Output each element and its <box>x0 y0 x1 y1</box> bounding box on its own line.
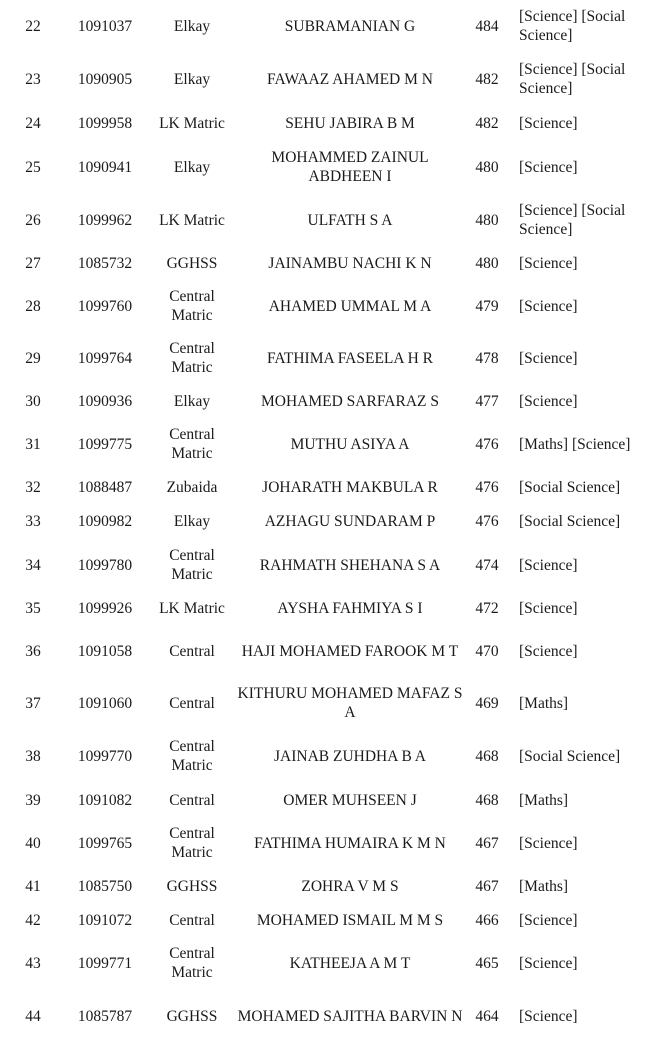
row-number: 33 <box>25 513 41 530</box>
centum-subjects: [Science] [Social Science] <box>519 202 626 238</box>
total-marks: 464 <box>475 1007 499 1025</box>
school-name: Central <box>169 694 215 712</box>
table-row <box>0 539 650 591</box>
school-name: GGHSS <box>166 877 218 895</box>
register-number: 1091037 <box>77 17 133 35</box>
centum-subjects: [Science] <box>519 392 578 410</box>
school-name: Central Matric <box>169 945 215 981</box>
table-row <box>0 903 650 937</box>
school-name: Zubaida <box>166 478 218 496</box>
total-marks: 470 <box>475 642 499 660</box>
row-number: 37 <box>25 694 41 712</box>
register-number: 1099764 <box>77 349 133 367</box>
row-number: 31 <box>25 435 41 453</box>
school-name: GGHSS <box>166 254 218 272</box>
register-number: 1099775 <box>77 435 133 453</box>
centum-subjects: [Science] [Social Science] <box>519 8 626 44</box>
student-name: MOHAMMED ZAINUL ABDHEEN I <box>271 149 429 185</box>
student-name: KATHEEJA A M T <box>289 954 411 972</box>
table-row <box>0 783 650 817</box>
total-marks: 468 <box>475 791 499 809</box>
centum-subjects: [Science] <box>519 954 578 972</box>
school-name: Central Matric <box>169 288 215 324</box>
row-number: 34 <box>25 556 41 574</box>
student-name: JOHARATH MAKBULA R <box>262 478 438 496</box>
register-number: 1099780 <box>77 556 133 574</box>
total-marks: 482 <box>475 114 499 132</box>
register-number: 1091060 <box>77 694 133 712</box>
table-row <box>0 384 650 418</box>
total-marks: 477 <box>475 392 499 410</box>
register-number: 1099926 <box>77 599 133 617</box>
row-number: 42 <box>25 911 41 929</box>
student-name: ZOHRA V M S <box>301 877 399 895</box>
centum-subjects: [Science] <box>519 114 578 132</box>
total-marks: 465 <box>475 954 499 972</box>
register-number: 1091058 <box>77 642 133 660</box>
row-number: 36 <box>25 642 41 660</box>
register-number: 1091082 <box>77 791 133 809</box>
table-row <box>0 937 650 989</box>
row-number: 24 <box>25 114 41 132</box>
row-number: 23 <box>25 70 41 88</box>
row-number: 35 <box>25 599 41 617</box>
student-name: AHAMED UMMAL M A <box>268 297 432 315</box>
row-number: 38 <box>25 747 41 765</box>
school-name: Elkay <box>173 70 211 88</box>
row-number: 26 <box>25 211 41 229</box>
school-name: Central <box>169 911 215 929</box>
school-name: Elkay <box>173 392 211 410</box>
centum-subjects: [Science] <box>519 599 578 617</box>
school-name: Elkay <box>173 513 211 530</box>
student-name: OMER MUHSEEN J <box>283 791 417 809</box>
table-row <box>0 332 650 384</box>
student-name: AYSHA FAHMIYA S I <box>277 599 423 617</box>
total-marks: 478 <box>475 349 499 367</box>
table-row <box>0 989 650 1043</box>
student-name: RAHMATH SHEHANA S A <box>259 556 441 574</box>
centum-subjects: [Science] <box>519 642 578 660</box>
table-row <box>0 280 650 332</box>
table-row <box>0 869 650 903</box>
total-marks: 480 <box>475 254 499 272</box>
school-name: Central Matric <box>169 825 215 861</box>
table-row <box>0 677 650 729</box>
register-number: 1085787 <box>77 1007 133 1025</box>
total-marks: 476 <box>475 478 499 496</box>
student-name: KITHURU MOHAMED MAFAZ S A <box>237 685 463 721</box>
table-row <box>0 470 650 504</box>
student-name: JAINAMBU NACHI K N <box>268 254 432 272</box>
centum-subjects: [Science] <box>519 1007 578 1025</box>
register-number: 1085750 <box>77 877 133 895</box>
row-number: 39 <box>25 791 41 809</box>
total-marks: 480 <box>475 158 499 176</box>
register-number: 1099771 <box>77 954 133 972</box>
school-name: Central Matric <box>169 738 215 774</box>
register-number: 1088487 <box>77 478 133 496</box>
register-number: 1090941 <box>77 158 133 176</box>
table-row <box>0 817 650 869</box>
student-name: HAJI MOHAMED FAROOK M T <box>241 642 459 660</box>
register-number: 1085732 <box>77 254 133 272</box>
student-name: SEHU JABIRA B M <box>285 114 415 132</box>
total-marks: 476 <box>475 435 499 453</box>
centum-subjects: [Maths] <box>519 877 569 895</box>
school-name: Central Matric <box>169 547 215 583</box>
school-name: Central Matric <box>169 340 215 376</box>
total-marks: 469 <box>475 694 499 712</box>
school-name: LK Matric <box>159 211 225 229</box>
total-marks: 468 <box>475 747 499 765</box>
centum-subjects: [Science] <box>519 911 578 929</box>
total-marks: 484 <box>475 17 499 35</box>
centum-subjects: [Maths] <box>519 791 569 809</box>
total-marks: 472 <box>475 599 499 617</box>
table-row <box>0 0 650 52</box>
table-row <box>0 504 650 539</box>
centum-subjects: [Science] [Social Science] <box>519 61 626 97</box>
student-name: MOHAMED ISMAIL M M S <box>256 911 444 929</box>
register-number: 1090905 <box>77 70 133 88</box>
table-row <box>0 246 650 280</box>
centum-subjects: [Science] <box>519 297 578 315</box>
centum-subjects: [Maths] <box>519 694 569 712</box>
row-number: 28 <box>25 297 41 315</box>
register-number: 1099770 <box>77 747 133 765</box>
register-number: 1099962 <box>77 211 133 229</box>
school-name: Elkay <box>173 17 211 35</box>
table-row <box>0 729 650 783</box>
table-row <box>0 106 650 140</box>
row-number: 44 <box>25 1007 41 1025</box>
total-marks: 467 <box>475 877 499 895</box>
centum-subjects: [Science] <box>519 349 578 367</box>
table-row <box>0 194 650 246</box>
register-number: 1099760 <box>77 297 133 315</box>
row-number: 25 <box>25 158 41 176</box>
total-marks: 479 <box>475 297 499 315</box>
student-name: FAWAAZ AHAMED M N <box>267 70 433 88</box>
student-name: FATHIMA FASEELA H R <box>266 349 434 367</box>
table-row <box>0 52 650 106</box>
table-row <box>0 140 650 194</box>
centum-subjects: [Science] <box>519 834 578 852</box>
centum-subjects: [Science] <box>519 556 578 574</box>
total-marks: 467 <box>475 834 499 852</box>
row-number: 29 <box>25 349 41 367</box>
student-name: JAINAB ZUHDHA B A <box>274 747 426 765</box>
centum-subjects: [Science] <box>519 254 578 272</box>
register-number: 1099958 <box>77 114 133 132</box>
student-name: AZHAGU SUNDARAM P <box>264 513 436 530</box>
row-number: 41 <box>25 877 41 895</box>
register-number: 1090982 <box>77 513 133 530</box>
school-name: GGHSS <box>166 1007 218 1025</box>
register-number: 1099765 <box>77 834 133 852</box>
centum-subjects: [Social Science] <box>519 478 621 496</box>
register-number: 1091072 <box>77 911 133 929</box>
school-name: Elkay <box>173 158 211 176</box>
row-number: 22 <box>25 17 41 35</box>
centum-subjects: [Social Science] <box>519 747 621 765</box>
school-name: Central Matric <box>169 426 215 462</box>
student-name: FATHIMA HUMAIRA K M N <box>254 834 446 852</box>
table-row <box>0 418 650 470</box>
student-name: SUBRAMANIAN G <box>284 17 416 35</box>
row-number: 32 <box>25 478 41 496</box>
total-marks: 476 <box>475 513 499 530</box>
student-name: MOHAMED SARFARAZ S <box>261 392 439 410</box>
total-marks: 474 <box>475 556 499 574</box>
total-marks: 466 <box>475 911 499 929</box>
student-name: MOHAMED SAJITHA BARVIN N <box>237 1007 463 1025</box>
school-name: LK Matric <box>159 599 225 617</box>
total-marks: 480 <box>475 211 499 229</box>
row-number: 43 <box>25 954 41 972</box>
school-name: LK Matric <box>159 114 225 132</box>
row-number: 27 <box>25 254 41 272</box>
centum-subjects: [Maths] [Science] <box>519 435 631 453</box>
register-number: 1090936 <box>77 392 133 410</box>
table-row <box>0 625 650 677</box>
centum-subjects: [Science] <box>519 158 578 176</box>
centum-subjects: [Social Science] <box>519 513 621 530</box>
row-number: 30 <box>25 392 41 410</box>
student-name: MUTHU ASIYA A <box>290 435 410 453</box>
total-marks: 482 <box>475 70 499 88</box>
school-name: Central <box>169 791 215 809</box>
school-name: Central <box>169 642 215 660</box>
student-name: ULFATH S A <box>307 211 393 229</box>
table-row <box>0 591 650 625</box>
row-number: 40 <box>25 834 41 852</box>
